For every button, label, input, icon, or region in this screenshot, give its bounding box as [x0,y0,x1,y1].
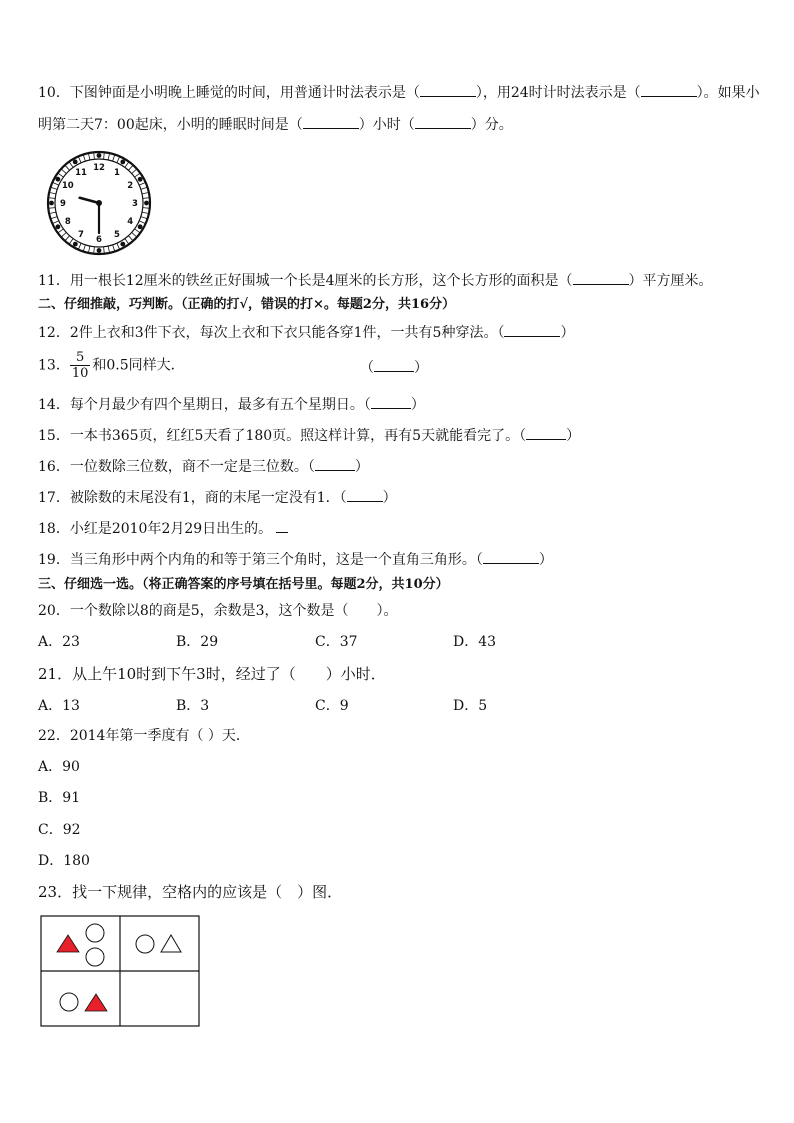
q10-text-5: ）小时（ [358,117,415,133]
q10-text-6: ）分。 [470,117,513,133]
q10-blank-1[interactable] [420,82,476,97]
q10-blank-4[interactable] [415,114,471,129]
q11-text-2: ）平方厘米。 [628,273,713,289]
clock-minute-mark [128,166,132,171]
clock-minute-mark [89,246,90,252]
clock-hour-mark [120,242,125,247]
q15-text: 15．一本书365页，红红5天看了180页。照这样计算，再有5天就能看完了。（ [38,428,527,444]
question-20: 20．一个数除以8的商是5，余数是3，这个数是（ ）。 [38,603,398,619]
fraction-denominator: 10 [71,366,89,381]
q13-number: 13． [38,357,70,374]
red-triangle-shape [57,935,79,952]
q12-close-paren: ） [560,325,575,341]
q13-open-paren: （ [360,360,374,376]
clock-number: 7 [78,230,84,241]
clock-minute-mark [94,153,95,159]
q22-option-b[interactable]: B．91 [38,790,81,806]
q19-text: 19．当三角形中两个内角的和等于第三个角时，这是一个直角三角形。（ [38,552,483,568]
q20-option-a[interactable]: A．23 [38,634,80,650]
clock-number: 11 [75,167,87,178]
q22-option-d[interactable]: D．180 [38,853,90,869]
clock-minute-mark [50,212,56,213]
q17-close-paren: ） [382,490,397,506]
circle-shape [86,948,104,966]
q10-text-4: 明第二天7：00起床，小明的睡眠时间是（ [38,117,303,133]
question-14 [38,394,425,415]
fraction-numerator: 5 [70,350,91,366]
clock-hour-mark [97,153,102,158]
q17-text: 17．被除数的末尾没有1，商的末尾一定没有1．（ [38,490,347,506]
question-10-line-1 [38,82,760,103]
q22-option-c[interactable]: C．92 [38,822,81,838]
q21-option-a[interactable]: A．13 [38,698,80,714]
q12-text: 12．2件上衣和3件下衣，每次上衣和下衣只能各穿1件，一共有5种穿法。（ [38,325,505,341]
q10-text-3: ）。如果小 [696,85,760,101]
clock-number: 9 [60,199,66,209]
question-17 [38,487,397,508]
clock-minute-mark [51,188,57,190]
pattern-empty-cell[interactable] [121,972,199,1026]
clock-minute-mark [66,236,70,241]
q12-blank[interactable] [504,322,560,337]
clock-minute-mark [66,166,70,171]
q21-option-c[interactable]: C．9 [315,698,349,714]
circle-shape [60,993,78,1011]
q10-blank-3[interactable] [303,114,359,129]
clock-minute-mark [108,154,109,160]
question-12 [38,322,574,343]
q20-option-c[interactable]: C．37 [315,634,358,650]
clock-hour-mark [138,224,143,229]
question-11 [38,270,713,291]
clock-number: 1 [114,167,120,178]
q14-blank[interactable] [371,394,411,409]
question-13 [38,350,185,381]
q17-blank[interactable] [347,487,383,502]
q18-text: 18．小红是2010年2月29日出生的。 [38,521,273,537]
q10-blank-2[interactable] [641,82,697,97]
clock-center-pin [96,200,102,206]
clock-minute-mark [62,170,67,174]
clock-minute-mark [125,239,128,244]
section-2-heading: 二、仔细推敲，巧判断。（正确的打√，错误的打×。每题2分，共16分） [38,297,456,312]
clock-number: 3 [132,199,138,209]
clock-minute-mark [53,221,59,223]
q13-fraction [70,350,91,381]
clock-minute-mark [113,245,115,251]
question-16 [38,456,369,477]
question-19 [38,549,553,570]
clock-minute-mark [113,155,115,161]
clock-number: 8 [64,217,71,227]
circle-shape [136,935,154,953]
q16-blank[interactable] [315,456,355,471]
clock-minute-mark [117,243,119,249]
question-10-line-2 [38,114,513,135]
clock-hour-mark [120,160,125,165]
clock-face [46,150,152,256]
clock-minute-mark [132,170,137,174]
clock-minute-mark [104,153,105,159]
clock-minute-mark [79,243,81,249]
q21-option-d[interactable]: D．5 [453,698,488,714]
clock-minute-mark [50,193,56,194]
q15-blank[interactable] [526,425,566,440]
q16-text: 16．一位数除三位数，商不一定是三位数。（ [38,459,315,475]
question-22: 22．2014年第一季度有（ ）天． [38,728,250,744]
circle-shape [86,924,104,942]
clock-minute-mark [49,208,55,209]
clock-minute-mark [132,232,137,236]
clock-minute-mark [135,174,140,178]
section-3-heading: 三、仔细选一选。（将正确答案的序号填在括号里。每题2分，共10分） [38,577,449,592]
q16-close-paren: ） [354,459,369,475]
clock-minute-mark [84,155,86,161]
question-15 [38,425,580,446]
clock-minute-mark [108,246,109,252]
q10-text-1: 10．下图钟面是小明晚上睡觉的时间，用普通计时法表示是（ [38,85,420,101]
clock-hour-mark [73,242,78,247]
q13-blank[interactable] [374,357,414,372]
clock-minute-mark [79,157,81,163]
clock-hour-mark [73,160,78,165]
clock-minute-mark [70,163,74,168]
clock-minute-mark [59,174,64,178]
clock-minute-mark [142,193,148,194]
clock-minute-mark [125,163,128,168]
q10-text-2: ），用24时计时法表示是（ [475,85,641,101]
q14-close-paren: ） [410,397,425,413]
q21-option-b[interactable]: B．3 [176,698,210,714]
clock-minute-mark [141,188,147,190]
clock-minute-mark [104,247,105,253]
q22-option-a[interactable]: A．90 [38,759,80,775]
question-23: 23．找一下规律，空格内的应该是（ ）图． [38,883,343,901]
clock-minute-mark [117,157,119,163]
clock-minute-mark [94,247,95,253]
clock-number: 5 [114,230,120,241]
white-triangle-shape [161,935,181,952]
q20-option-d[interactable]: D．43 [453,634,497,650]
q14-text: 14．每个月最少有四个星期日，最多有五个星期日。（ [38,397,371,413]
clock-minute-mark [141,217,147,219]
clock-number: 4 [127,217,134,227]
clock-minute-mark [70,239,74,244]
q18-blank[interactable] [276,518,288,533]
q13-answer-paren [360,357,428,378]
clock-hour-mark [56,224,61,229]
clock-minute-mark [84,245,86,251]
clock-number: 6 [96,235,102,245]
clock-number: 12 [93,163,105,173]
clock-minute-mark [53,183,59,185]
clock-minute-mark [59,229,64,233]
clock-number: 2 [127,181,134,191]
q13-text: 和0.5同样大． [92,357,185,374]
question-21: 21．从上午10时到下午3时，经过了（ ）小时． [38,665,386,683]
clock-minute-mark [143,208,149,209]
clock-hour-mark [138,177,143,182]
q11-blank[interactable] [573,270,629,285]
clock-hour-mark [144,201,149,206]
clock-hour-mark [97,248,102,253]
clock-minute-mark [143,198,149,199]
q13-close-paren: ） [414,360,428,376]
clock-minute-mark [62,232,67,236]
clock-minute-mark [128,236,132,241]
clock-minute-mark [135,229,140,233]
q19-blank[interactable] [483,549,539,564]
clock-minute-mark [139,183,145,185]
q20-option-b[interactable]: B．29 [176,634,219,650]
clock-minute-mark [49,198,55,199]
clock-hour-mark [56,177,61,182]
clock-hour-mark [49,201,54,206]
clock-minute-mark [142,212,148,213]
clock-minute-mark [51,217,57,219]
clock-minute-mark [139,221,145,223]
red-triangle-shape [85,994,107,1011]
q15-close-paren: ） [566,428,581,444]
q19-close-paren: ） [538,552,553,568]
pattern-grid [40,915,202,1029]
q11-text-1: 11．用一根长12厘米的铁丝正好围城一个长是4厘米的长方形，这个长方形的面积是（ [38,273,573,289]
clock-number: 10 [61,181,74,191]
clock-minute-mark [89,154,90,160]
question-18 [38,518,288,539]
